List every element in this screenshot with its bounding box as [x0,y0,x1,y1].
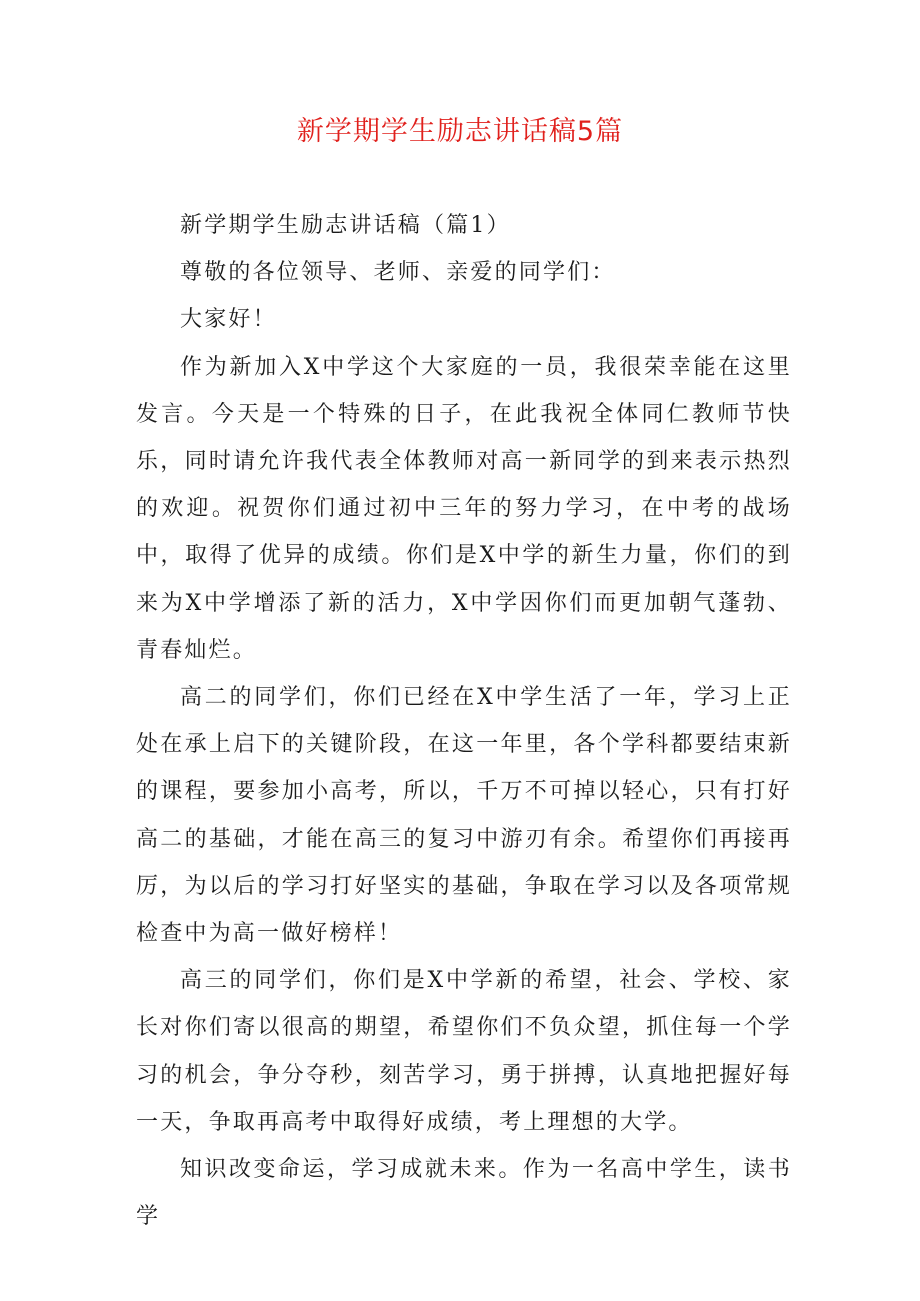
greeting: 大家好！ [180,307,277,333]
paragraph: 高二的同学们，你们已经在X中学生活了一年，学习上正处在承上启下的关键阶段，在这一年里，各个学科都要结束新的课程，要参加小高考，所以，千万不可掉以轻心，只有打好高二的基础，才能在高三的复习中游刃有余。希望你们再接再厉，为以后的学习打好坚实的基础，争取在学习以及各项常规检查中为高一做好榜样！ [136,685,792,947]
paragraph: 作为新加入X中学这个大家庭的一员，我很荣幸能在这里发言。今天是一个特殊的日子，在此我祝全体同仁教师节快乐，同时请允许我代表全体教师对高一新同学的到来表示热烈的欢迎。祝贺你们通过初中三年的努力学习，在中考的战场中，取得了优异的成绩。你们是X中学的新生力量，你们的到来为X中学增添了新的活力，X中学因你们而更加朝气蓬勃、青春灿烂。 [136,354,792,663]
document-title: 新学期学生励志讲话稿5篇 [296,116,624,147]
salutation: 尊敬的各位领导、老师、亲爱的同学们： [180,260,616,286]
paragraph: 知识改变命运，学习成就未来。作为一名高中学生，读书学 [136,1157,792,1230]
section-heading: 新学期学生励志讲话稿（篇1） [180,213,511,238]
document-body [136,202,792,1240]
paragraph: 高三的同学们，你们是X中学新的希望，社会、学校、家长对你们寄以很高的期望，希望你们不负众望，抓住每一个学习的机会，争分夺秒，刻苦学习，勇于拼搏，认真地把握好每一天，争取再高考中取得好成绩，考上理想的大学。 [136,968,792,1135]
